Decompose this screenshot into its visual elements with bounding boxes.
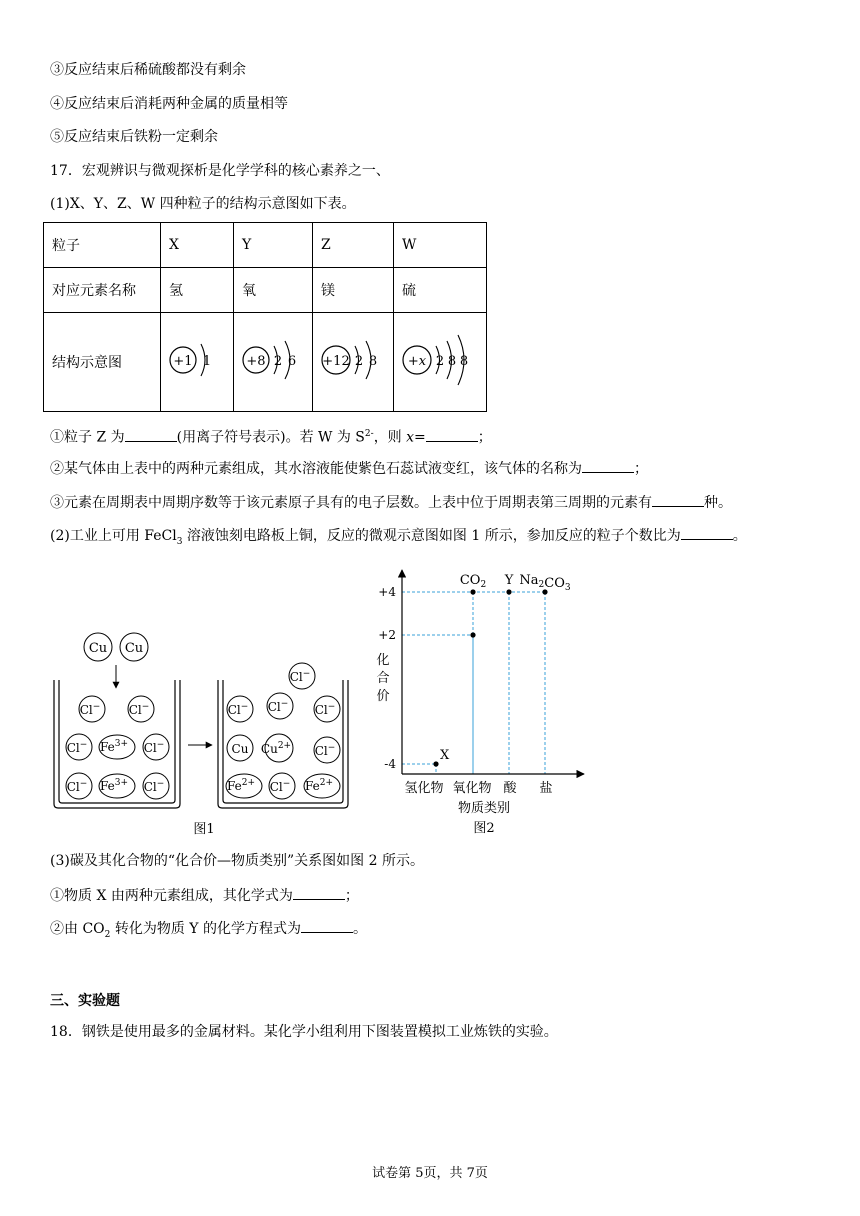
cu2-ion [261, 734, 293, 762]
shell-label: 8 [368, 354, 378, 369]
text: 溶液蚀刻电路板上铜，反应的微观示意图如图 1 所示，参加反应的粒子个数比为 [182, 528, 681, 544]
question-1a [50, 424, 492, 448]
variable: x [406, 429, 415, 446]
nucleus-label: +8 [246, 354, 266, 369]
text: ②某气体由上表中的两种元素组成，其水溶液能使紫色石蕊试液变红，该气体的名称为 [50, 461, 582, 477]
table-cell: 结构示意图 [44, 313, 161, 412]
y-tick-label: +2 [378, 628, 396, 642]
cl-ion [289, 663, 315, 689]
cl-ion [314, 696, 340, 722]
svg-text:Cl−: Cl− [289, 669, 311, 684]
option-4: ④反应结束后消耗两种金属的质量相等 [50, 96, 288, 112]
x-tick-label: 酸 [503, 781, 517, 796]
text: 转化为物质 Y 的化学方程式为 [110, 921, 301, 937]
text: 。 [732, 528, 747, 544]
question-3a [50, 885, 359, 906]
fe3-ion [99, 774, 135, 798]
answer-blank[interactable] [293, 885, 345, 900]
y-tick-label: -4 [384, 757, 396, 771]
cu-atom [227, 735, 253, 761]
table-cell: X [161, 223, 234, 268]
answer-blank[interactable] [301, 918, 353, 933]
question-1c [50, 492, 732, 513]
nucleus-label: +x [407, 354, 427, 369]
table-row [44, 313, 487, 412]
figure-2-caption: 图2 [473, 821, 495, 836]
subscript: 2 [104, 929, 111, 940]
option-3: ③反应结束后稀硫酸都没有剩余 [50, 62, 246, 78]
figure-1 [48, 628, 358, 840]
structure-w [394, 313, 487, 412]
table-cell: Y [234, 223, 313, 268]
svg-text:Fe2+: $Fe^{2+}$ [226, 778, 256, 793]
answer-blank[interactable] [681, 525, 733, 540]
fe3-ion [99, 735, 135, 759]
svg-text:Cl−: Cl− [314, 702, 336, 717]
text: ； [634, 461, 648, 477]
x-axis-label: 物质类别 [457, 801, 511, 816]
question-17-part-1: (1)X、Y、Z、W 四种粒子的结构示意图如下表。 [50, 196, 356, 212]
answer-blank[interactable] [582, 458, 634, 473]
structure-x [161, 313, 234, 412]
table-row [44, 223, 487, 268]
table-cell: 对应元素名称 [44, 268, 161, 313]
svg-text:Cu: Cu [124, 641, 144, 656]
svg-text:Cl−: Cl− [314, 743, 336, 758]
nucleus-label: +12 [322, 354, 350, 369]
page-footer: 试卷第 5页，共 7页 [372, 1166, 488, 1181]
shell-label: 8 [459, 354, 469, 369]
cl-ion [314, 737, 340, 763]
question-3b [50, 918, 367, 945]
point-label: $Na_2CO_3$ [519, 573, 571, 593]
svg-text:Cl−: Cl− [227, 702, 249, 717]
svg-text:Cl−: Cl− [79, 702, 101, 717]
text: (2)工业上可用 FeCl [50, 528, 177, 544]
x-tick-label: 氢化物 [404, 781, 444, 796]
figure-2-chart [370, 560, 600, 840]
y-axis-label: 化合价 [376, 653, 390, 704]
data-point [506, 589, 511, 594]
shell-label: 8 [447, 354, 457, 369]
shell-label: 2 [273, 354, 283, 369]
cl-ion [143, 734, 169, 760]
question-3: (3)碳及其化合物的“化合价—物质类别”关系图如图 2 所示。 [50, 853, 424, 869]
structure-z [313, 313, 394, 412]
text: ； [477, 429, 492, 446]
cl-ion [128, 696, 154, 722]
shell-label: 2 [354, 354, 364, 369]
svg-text:Cl−: Cl− [143, 740, 165, 755]
cl-ion [66, 734, 92, 760]
table-cell: 镁 [313, 268, 394, 313]
question-18: 18．钢铁是使用最多的金属材料。某化学小组利用下图装置模拟工业炼铁的实验。 [50, 1024, 558, 1040]
text: = [414, 429, 426, 446]
svg-text:Cl−: Cl− [66, 779, 88, 794]
data-point [470, 632, 475, 637]
table-row [44, 268, 487, 313]
answer-blank[interactable] [426, 427, 478, 442]
cl-ion [267, 693, 293, 719]
x-tick-label: 氧化物 [452, 781, 492, 796]
svg-text:Cu: Cu [231, 742, 249, 756]
svg-text:Cu2+: $Cu^{2+}$ [260, 741, 292, 756]
text: ①物质 X 由两种元素组成，其化学式为 [50, 888, 293, 904]
particle-table [43, 222, 487, 412]
nucleus-label: +1 [173, 354, 193, 369]
answer-blank[interactable] [652, 492, 704, 507]
question-1b [50, 458, 648, 479]
shell-label: 6 [287, 354, 297, 369]
point-label: X [440, 748, 450, 763]
table-cell: Z [313, 223, 394, 268]
table-cell: 氢 [161, 268, 234, 313]
svg-text:Fe2+: $Fe^{2+}$ [304, 778, 334, 793]
cl-ion [79, 696, 105, 722]
table-cell: 粒子 [44, 223, 161, 268]
structure-y [234, 313, 313, 412]
section-title: 三、实验题 [50, 993, 120, 1009]
text: 种。 [704, 495, 732, 511]
shell-label: 1 [202, 354, 212, 369]
data-point [433, 761, 438, 766]
svg-text:Cl−: Cl− [128, 702, 150, 717]
svg-text:Fe3+: $Fe^{3+}$ [99, 739, 129, 754]
text: ③元素在周期表中周期序数等于该元素原子具有的电子层数。上表中位于周期表第三周期的元素有 [50, 495, 652, 511]
superscript: 2- [364, 429, 374, 439]
figure-1-caption: 图1 [193, 822, 215, 837]
point-label: Y [504, 573, 514, 588]
question-17: 17．宏观辨识与微观探析是化学学科的核心素养之一、 [50, 163, 390, 179]
cu-atom [120, 633, 148, 661]
data-point [470, 589, 475, 594]
cl-ion [66, 773, 92, 799]
svg-text:Cu: Cu [88, 641, 108, 656]
text: 。 [352, 921, 367, 937]
text: ①粒子 Z 为 [50, 429, 125, 446]
text: ； [344, 888, 359, 904]
fe2-ion [304, 774, 340, 798]
question-2 [50, 525, 747, 552]
point-label: $CO_2$ [459, 573, 487, 590]
option-5: ⑤反应结束后铁粉一定剩余 [50, 129, 218, 145]
cl-ion [269, 773, 295, 799]
text: ②由 CO [50, 921, 105, 937]
svg-text:Cl−: Cl− [143, 779, 165, 794]
svg-text:Cl−: Cl− [267, 699, 289, 714]
answer-blank[interactable] [125, 427, 177, 442]
svg-text:Cl−: Cl− [66, 740, 88, 755]
cu-atom [84, 633, 112, 661]
x-tick-label: 盐 [539, 781, 553, 796]
table-cell: 硫 [394, 268, 487, 313]
cl-ion [227, 696, 253, 722]
table-cell: 氧 [234, 268, 313, 313]
shell-label: 2 [435, 354, 445, 369]
y-tick-label: +4 [378, 585, 396, 599]
svg-text:Cl−: Cl− [269, 779, 291, 794]
text: (用离子符号表示)。若 W 为 S [176, 429, 365, 446]
text: ，则 [373, 429, 407, 446]
subscript: 3 [176, 536, 183, 547]
cl-ion [143, 773, 169, 799]
svg-text:Fe3+: $Fe^{3+}$ [99, 778, 129, 793]
table-cell: W [394, 223, 487, 268]
fe2-ion [226, 774, 262, 798]
